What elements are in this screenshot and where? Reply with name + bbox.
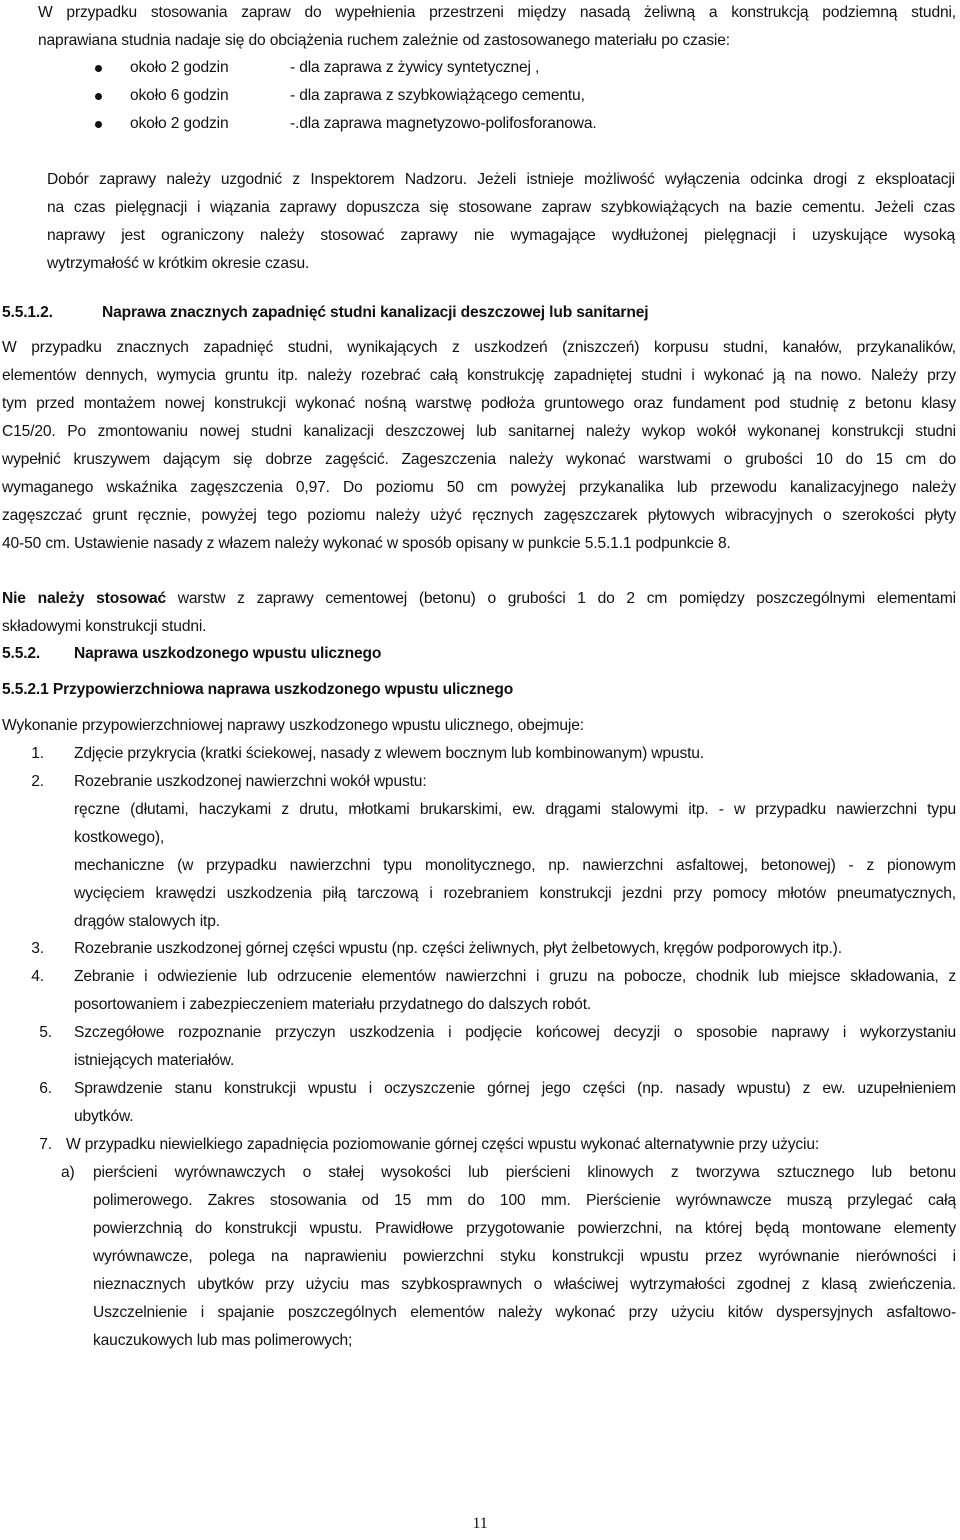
text-line: tym przed montażem nowej konstrukcji wykonać nośną warstwę podłoża gruntowego oraz fundament pod studnię z betonu klasy [2, 395, 956, 412]
text-line: wytrzymałość w krótkim okresie czasu. [47, 255, 310, 272]
text-line: W przypadku niewielkiego zapadnięcia poziomowanie górnej części wpustu wykonać alternatywnie przy użyciu: [66, 1136, 820, 1153]
section-5512-body [2, 334, 956, 558]
text-line: kauczukowych lub mas polimerowych; [93, 1332, 353, 1349]
mortar-type: - dla zaprawa z żywicy syntetycznej , [290, 59, 540, 76]
text-line: wyrównawcze, polega na naprawieniu powierzchni styku konstrukcji wpustu przez wyrównanie nierówności i [93, 1248, 956, 1265]
intro-paragraph [38, 0, 956, 55]
text-line: nieznacznych ubytków przy użyciu mas szybkosprawnych o właściwej wytrzymałości zgodnej z klasą zwieńczenia. [93, 1276, 956, 1293]
text-line: Uszczelnienie i spajanie poszczególnych elementów należy wykonać przy użyciu kitów dyspersyjnych asfaltowo- [93, 1304, 956, 1321]
warning-emphasis: Nie należy stosować [2, 590, 166, 607]
text-line: Zdjęcie przykrycia (kratki ściekowej, nasady z wlewem bocznym lub kombinowanym) wpustu. [74, 745, 704, 762]
text-line: Szczegółowe rozpoznanie przyczyn uszkodzenia i podjęcie końcowej decyzji o sposobie naprawy i wykorzystaniu [74, 1024, 956, 1041]
step-number: 6. [39, 1080, 52, 1097]
warning-text: warstw z zaprawy cementowej (betonu) o grubości 1 do 2 cm pomiędzy poszczególnymi elementami [166, 590, 956, 607]
text-line: wymaganego wskaźnika zagęszczenia 0,97. Do poziomu 50 cm powyżej przykanalika lub przewodu kanalizacyjnego należy [2, 479, 956, 496]
text-line: posortowaniem i zabezpieczeniem materiału przydatnego do dalszych robót. [74, 996, 592, 1013]
mortar-selection-paragraph [47, 166, 955, 278]
section-heading-5521 [2, 676, 513, 704]
text-line: istniejących materiałów. [74, 1052, 235, 1069]
warning-paragraph [2, 585, 956, 641]
scope-intro: Wykonanie przypowierzchniowej naprawy uszkodzonego wpustu ulicznego, obejmuje: [2, 717, 584, 734]
curing-time: około 6 godzin [130, 87, 229, 104]
text-line: W przypadku znacznych zapadnięć studni, wynikających z uszkodzeń (zniszczeń) korpusu studni, kanałów, przykanalików, [2, 339, 956, 356]
text-line: mechaniczne (w przypadku nawierzchni typu monolitycznego, np. nawierzchni asfaltowej, betonowej) - z pionowym [74, 857, 956, 874]
mortar-type: -.dla zaprawa magnetyzowo-polifosforanowa. [290, 115, 597, 132]
section-number: 5.5.2. [2, 645, 41, 662]
section-title: Naprawa uszkodzonego wpustu ulicznego [74, 645, 382, 662]
text-line: naprawiana studnia nadaje się do obciążenia ruchem zależnie od zastosowanego materiału po czasie: [38, 32, 730, 49]
text-line: 40-50 cm. Ustawienie nasady z włazem należy wykonać w sposób opisany w punkcie 5.5.1.1 podpunkcie 8. [2, 535, 731, 552]
curing-time: około 2 godzin [130, 115, 229, 132]
section-heading-552 [2, 640, 382, 668]
text-line: drągów stalowych itp. [74, 913, 220, 930]
section-number: 5.5.1.2. [2, 304, 53, 321]
step-number: 2. [31, 773, 44, 790]
step-number: 1. [31, 745, 44, 762]
text-line: na czas pielęgnacji i wiązania zaprawy dopuszcza się stosowane zapraw szybkowiążących na bazie cementu. Jeżeli czas [47, 199, 955, 216]
mortar-type: - dla zaprawa z szybkowiążącego cementu, [290, 87, 585, 104]
text-line: wycięciem krawędzi uszkodzenia piłą tarczową i rozebraniem konstrukcji jezdni przy pomocy młotów pneumatycznych, [74, 885, 956, 902]
step-number: 4. [31, 968, 44, 985]
step-number: 5. [39, 1024, 52, 1041]
step-number: 3. [31, 940, 44, 957]
text-line: powierzchnią do konstrukcji wpustu. Prawidłowe przygotowanie powierzchni, na której będą montowane elementy [93, 1220, 956, 1237]
text-line: Dobór zaprawy należy uzgodnić z Inspektorem Nadzoru. Jeżeli istnieje możliwość wyłączenia odcinka drogi z eksploatacji [47, 171, 955, 188]
text-line: Rozebranie uszkodzonej nawierzchni wokół wpustu: [74, 773, 427, 790]
text-line [2, 585, 956, 613]
text-line: składowymi konstrukcji studni. [2, 618, 207, 635]
text-line: wypełnić kruszywem dającym się dobrze zagęścić. Zageszczenia należy wykonać warstwami o grubości 10 do 15 cm do [2, 451, 956, 468]
page-number: 11 [472, 1515, 488, 1532]
section-title: Naprawa znacznych zapadnięć studni kanalizacji deszczowej lub sanitarnej [102, 304, 649, 321]
sub-item-marker: a) [61, 1164, 75, 1181]
text-line: ręczne (dłutami, haczykami z drutu, młotkami brukarskimi, ew. drągami stalowymi itp. - w przypadku nawierzchni typu [74, 801, 956, 818]
text-line: Sprawdzenie stanu konstrukcji wpustu i oczyszczenie górnej jego części (np. nasady wpustu) z ew. uzupełnieniem [74, 1080, 956, 1097]
text-line: C15/20. Po zmontowaniu nowej studni kanalizacji deszczowej lub sanitarnej należy wykop wokół wykonanej konstrukcji studni [2, 423, 956, 440]
section-heading-5512 [2, 299, 649, 327]
text-line: zagęszczać grunt ręcznie, powyżej tego poziomu należy użyć ręcznych zagęszczarek płytowych wibracyjnych o szerokości płyty [2, 507, 956, 524]
bullet-icon [95, 121, 102, 128]
curing-time: około 2 godzin [130, 59, 229, 76]
text-line: elementów dennych, wymycia gruntu itp. należy rozebrać całą konstrukcję zapadniętej studni i wykonać ją na nowo. Należy przy [2, 367, 956, 384]
text-line: Zebranie i odwiezienie lub odrzucenie elementów nawierzchni i gruzu na pobocze, chodnik lub miejsce składowania, z [74, 968, 956, 985]
step-number: 7. [39, 1136, 52, 1153]
text-line: naprawy jest ograniczony należy stosować zaprawy nie wymagające wydłużonej pielęgnacji i uzyskujące wysoką [47, 227, 955, 244]
text-line: pierścieni wyrównawczych o stałej wysokości lub pierścieni klinowych z tworzywa sztucznego lub betonu [93, 1164, 956, 1181]
text-line: kostkowego), [74, 829, 165, 846]
text-line: ubytków. [74, 1108, 134, 1125]
section-title: 5.5.2.1 Przypowierzchniowa naprawa uszkodzonego wpustu ulicznego [2, 681, 514, 698]
text-line: polimerowego. Zakres stosowania od 15 mm do 100 mm. Pierścienie wyrównawcze muszą przylegać całą [93, 1192, 956, 1209]
text-line: Rozebranie uszkodzonej górnej części wpustu (np. części żeliwnych, płyt żelbetowych, kręgów podporowych itp.). [74, 940, 842, 957]
text-line: W przypadku stosowania zapraw do wypełnienia przestrzeni między nasadą żeliwną a konstrukcją podziemną studni, [38, 4, 956, 21]
bullet-icon [95, 65, 102, 72]
bullet-icon [95, 93, 102, 100]
